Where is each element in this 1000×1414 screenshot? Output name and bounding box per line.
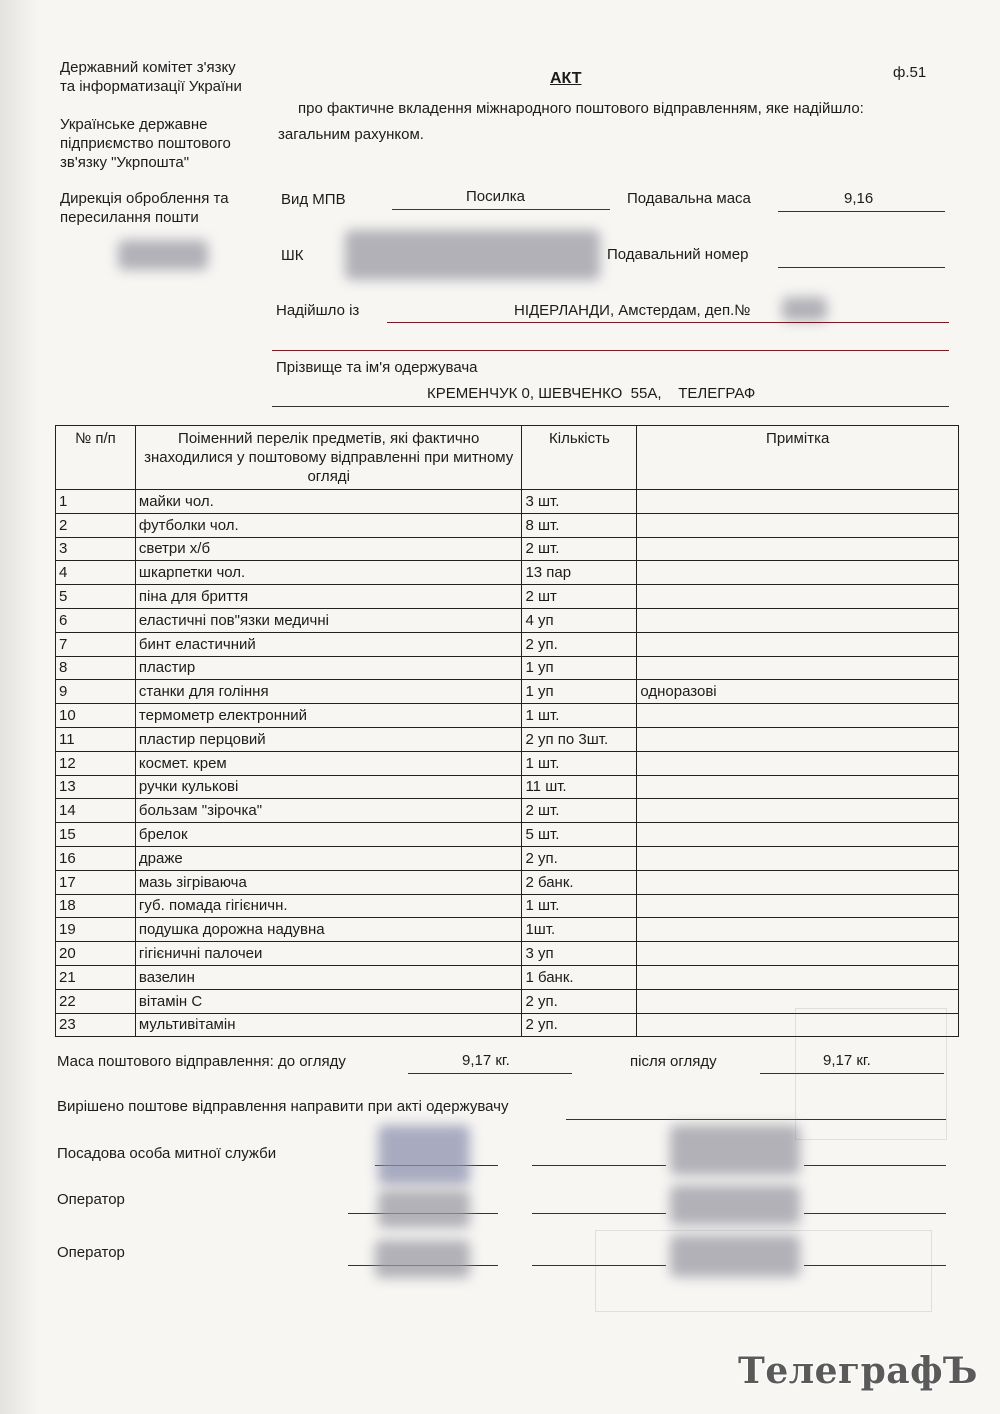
row-quantity: 2 уп. [522,1013,637,1037]
operator1-name-line [532,1213,666,1214]
row-number: 23 [56,1013,136,1037]
row-quantity: 5 шт. [522,823,637,847]
row-item: подушка дорожна надувна [135,918,522,942]
row-note [637,608,959,632]
customs-name-line [532,1165,666,1166]
from-underline [387,322,949,323]
customs-officer-label: Посадова особа митної служби [57,1145,277,1162]
row-note [637,727,959,751]
mass-before-value: 9,17 кг. [462,1052,510,1069]
row-number: 15 [56,823,136,847]
row-number: 16 [56,846,136,870]
row-quantity: 2 уп. [522,846,637,870]
row-quantity: 2 уп. [522,632,637,656]
enterprise-line-1: Українське державне [60,116,208,133]
table-row [56,704,959,728]
row-quantity: 13 пар [522,561,637,585]
row-number: 1 [56,490,136,514]
row-number: 3 [56,537,136,561]
act-subtitle-2: загальним рахунком. [278,126,424,143]
barcode-label: ШК [281,247,304,264]
table-row [56,918,959,942]
row-note [637,751,959,775]
mass-label: Подавальна маса [627,190,751,207]
row-number: 4 [56,561,136,585]
mass-check-label: Маса поштового відправлення: до огляду [57,1053,346,1070]
enterprise-line-2: підприємство поштового [60,135,231,152]
row-item: футболки чол. [135,513,522,537]
directorate-line-1: Дирекція оброблення та [60,190,229,207]
row-quantity: 3 шт. [522,490,637,514]
table-header-row [56,426,959,490]
row-note [637,942,959,966]
mpv-underline [392,209,610,210]
recipient-underline [272,406,949,407]
table-row [56,537,959,561]
header-quantity: Кількість [522,426,637,490]
items-table [55,425,959,1037]
row-item: светри х/б [135,537,522,561]
operator2-label: Оператор [57,1244,125,1261]
row-number: 19 [56,918,136,942]
row-number: 11 [56,727,136,751]
table-row [56,823,959,847]
row-note [637,918,959,942]
row-quantity: 1 шт. [522,751,637,775]
mass-underline [778,211,945,212]
row-item: драже [135,846,522,870]
customs-extra-line [804,1165,946,1166]
row-number: 22 [56,989,136,1013]
row-quantity: 2 банк. [522,870,637,894]
row-note [637,513,959,537]
row-quantity: 2 шт. [522,537,637,561]
table-row [56,585,959,609]
mpv-label: Вид МПВ [281,191,346,208]
row-item: мазь зігріваюча [135,870,522,894]
row-item: пластир [135,656,522,680]
table-row [56,656,959,680]
items-table-body [56,490,959,1037]
row-item: ручки кулькові [135,775,522,799]
row-number: 20 [56,942,136,966]
mass-after-value: 9,17 кг. [823,1052,871,1069]
table-row [56,608,959,632]
redacted-signature-2 [378,1190,470,1228]
redacted-name-2 [670,1185,800,1225]
table-row [56,632,959,656]
mass-value: 9,16 [844,190,874,207]
row-quantity: 1 банк. [522,965,637,989]
act-title: АКТ [550,70,582,87]
row-note [637,775,959,799]
org-line-1: Державний комітет з'язку [60,59,236,76]
operator1-label: Оператор [57,1191,125,1208]
row-number: 8 [56,656,136,680]
sender-number-label: Подавальний номер [607,246,749,263]
row-quantity: 4 уп [522,608,637,632]
row-quantity: 2 уп по 3шт. [522,727,637,751]
redacted-name-1 [670,1125,800,1175]
form-number: ф.51 [893,64,927,81]
row-item: брелок [135,823,522,847]
redacted-index [118,240,208,270]
row-note [637,537,959,561]
row-note: одноразові [637,680,959,704]
table-row [56,751,959,775]
row-number: 7 [56,632,136,656]
row-item: станки для гоління [135,680,522,704]
row-number: 13 [56,775,136,799]
row-quantity: 3 уп [522,942,637,966]
row-note [637,656,959,680]
row-item: мультивітамін [135,1013,522,1037]
row-number: 5 [56,585,136,609]
after-check-label: після огляду [630,1053,717,1070]
org-name [60,58,242,96]
row-item: шкарпетки чол. [135,561,522,585]
table-row [56,680,959,704]
sender-number-underline [778,267,945,268]
row-note [637,799,959,823]
row-number: 14 [56,799,136,823]
row-quantity: 1шт. [522,918,637,942]
from-underline-2 [272,350,949,351]
table-row [56,727,959,751]
header-number: № п/п [56,426,136,490]
mpv-value: Посилка [466,188,525,205]
row-quantity: 2 уп. [522,989,637,1013]
from-label: Надійшло із [276,302,360,319]
recipient-value: КРЕМЕНЧУК 0, ШЕВЧЕНКО 55А, ТЕЛЕГРАФ [427,385,756,402]
row-item: космет. крем [135,751,522,775]
recipient-label: Прізвище та ім'я одержувача [276,359,478,376]
row-number: 18 [56,894,136,918]
directorate-name [60,189,229,227]
table-row [56,965,959,989]
row-item: бинт еластичний [135,632,522,656]
table-row [56,490,959,514]
table-row [56,775,959,799]
row-note [637,585,959,609]
row-quantity: 1 шт. [522,894,637,918]
directorate-line-2: пересилання пошти [60,209,199,226]
row-item: гігієничні палочеи [135,942,522,966]
row-item: пластир перцовий [135,727,522,751]
row-note [637,965,959,989]
table-row [56,513,959,537]
table-row [56,846,959,870]
row-item: майки чол. [135,490,522,514]
operator1-extra-line [804,1213,946,1214]
row-number: 21 [56,965,136,989]
row-number: 10 [56,704,136,728]
row-note [637,632,959,656]
header-note: Примітка [637,426,959,490]
enterprise-name [60,115,231,172]
row-number: 9 [56,680,136,704]
row-item: губ. помада гігієничн. [135,894,522,918]
row-quantity: 1 шт. [522,704,637,728]
redacted-barcode [345,230,600,280]
row-number: 6 [56,608,136,632]
row-item: вітамін С [135,989,522,1013]
redacted-signature-1 [378,1125,470,1185]
row-item: піна для бриття [135,585,522,609]
enterprise-line-3: зв'язку "Укрпошта" [60,154,190,171]
row-item: термометр електронний [135,704,522,728]
from-value: НІДЕРЛАНДИ, Амстердам, деп.№ [514,302,751,319]
row-note [637,704,959,728]
row-quantity: 1 уп [522,656,637,680]
row-item: бользам "зірочка" [135,799,522,823]
row-note [637,561,959,585]
row-note [637,894,959,918]
redacted-signature-3 [375,1240,470,1278]
row-number: 17 [56,870,136,894]
row-quantity: 2 шт. [522,799,637,823]
bleed-through-box-2 [595,1230,932,1312]
row-note [637,490,959,514]
watermark-logo: ТелеграфЪ [738,1350,978,1392]
act-subtitle: про фактичне вкладення міжнародного поштового відправленням, яке надійшло: [298,100,864,117]
row-quantity: 1 уп [522,680,637,704]
table-row [56,942,959,966]
row-quantity: 8 шт. [522,513,637,537]
table-row [56,561,959,585]
row-number: 12 [56,751,136,775]
row-number: 2 [56,513,136,537]
redacted-dept-number [782,297,827,321]
header-item-list: Поіменний перелік предметів, які фактично знаходилися у поштовому відправленні при митному огляді [135,426,522,490]
table-row [56,894,959,918]
row-note [637,870,959,894]
row-item: еластичні пов"язки медичні [135,608,522,632]
row-note [637,846,959,870]
table-row [56,799,959,823]
scan-edge-shadow [0,0,40,1414]
table-row [56,870,959,894]
row-note [637,823,959,847]
mass-before-underline [408,1073,572,1074]
bleed-through-box [795,1008,947,1140]
decision-text: Вирішено поштове відправлення направити при акті одержувачу [57,1098,509,1115]
org-line-2: та інформатизації України [60,78,242,95]
row-quantity: 2 шт [522,585,637,609]
row-quantity: 11 шт. [522,775,637,799]
row-item: вазелин [135,965,522,989]
